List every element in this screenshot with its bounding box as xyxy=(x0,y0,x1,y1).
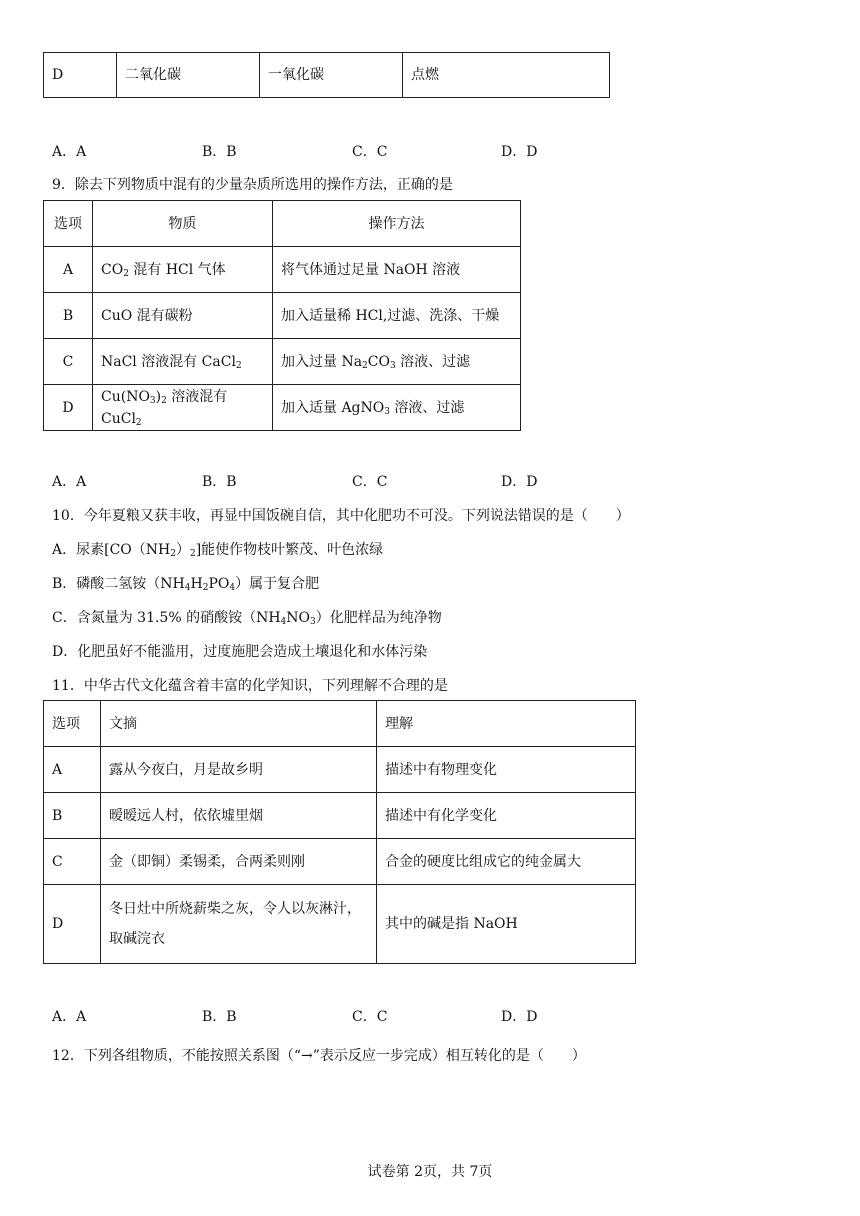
q10-option-d[interactable]: D．化肥虽好不能滥用，过度施肥会造成土壤退化和水体污染 xyxy=(52,644,428,660)
answer-choices xyxy=(52,1006,672,1026)
q10-option-a[interactable]: A．尿素$[CO(NH_2)_2]$能使作物枝叶繁茂、叶色浓绿 xyxy=(52,542,384,559)
option-cell: D xyxy=(44,885,101,964)
header-excerpt: 文摘 xyxy=(101,701,377,747)
choice-b[interactable]: B．B xyxy=(202,144,237,160)
answer-choices xyxy=(52,471,672,491)
header-understanding: 理解 xyxy=(377,701,636,747)
option-cell: C xyxy=(44,339,93,385)
option-cell: C xyxy=(44,839,101,885)
answer-choices xyxy=(52,141,672,161)
option-cell: B xyxy=(44,793,101,839)
q11-table xyxy=(43,700,636,964)
q11-stem: 11．中华古代文化蕴含着丰富的化学知识，下列理解不合理的是 xyxy=(52,678,448,694)
understanding-cell: 其中的碱是指 NaOH xyxy=(377,885,636,964)
excerpt-cell: 暧暧远人村，依依墟里烟 xyxy=(101,793,377,839)
option-cell: A xyxy=(44,747,101,793)
method-cell: 加入过量 $Na_2CO_3$ 溶液、过滤 xyxy=(273,339,521,385)
header-substance: 物质 xyxy=(93,201,273,247)
choice-d[interactable]: D．D xyxy=(501,144,538,160)
option-cell: A xyxy=(44,247,93,293)
choice-d[interactable]: D．D xyxy=(501,474,538,490)
choice-b[interactable]: B．B xyxy=(202,1009,237,1025)
substance-cell: CuO 混有碳粉 xyxy=(93,293,273,339)
q12-stem: 12．下列各组物质，不能按照关系图（“→”表示反应一步完成）相互转化的是（ ） xyxy=(52,1048,586,1064)
choice-c[interactable]: C．C xyxy=(352,474,388,490)
option-cell: B xyxy=(44,293,93,339)
header-method: 操作方法 xyxy=(273,201,521,247)
choice-c[interactable]: C．C xyxy=(352,1009,388,1025)
choice-a[interactable]: A．A xyxy=(52,144,87,160)
understanding-cell: 描述中有物理变化 xyxy=(377,747,636,793)
substance-cell: $CO_2$ 混有 HCl 气体 xyxy=(93,247,273,293)
header-option: 选项 xyxy=(44,701,101,747)
choice-a[interactable]: A．A xyxy=(52,474,87,490)
excerpt-cell: 金（即铜）柔锡柔，合两柔则刚 xyxy=(101,839,377,885)
cell: 二氧化碳 xyxy=(117,53,260,98)
q9-stem: 9．除去下列物质中混有的少量杂质所选用的操作方法，正确的是 xyxy=(52,177,453,193)
cell: D xyxy=(44,53,117,98)
choice-d[interactable]: D．D xyxy=(501,1009,538,1025)
excerpt-cell: 露从今夜白，月是故乡明 xyxy=(101,747,377,793)
q10-option-b[interactable]: B．磷酸二氢铵$(NH_4H_2PO_4)$属于复合肥 xyxy=(52,576,320,593)
page-footer: 试卷第 2页，共 7页 xyxy=(367,1164,493,1180)
q9-table xyxy=(43,200,521,431)
excerpt-cell: 冬日灶中所烧薪柴之灰，令人以灰淋汁，取碱浣衣 xyxy=(101,885,377,964)
header-option: 选项 xyxy=(44,201,93,247)
choice-b[interactable]: B．B xyxy=(202,474,237,490)
q10-stem: 10．今年夏粮又获丰收，再显中国饭碗自信，其中化肥功不可没。下列说法错误的是（ ） xyxy=(52,508,630,524)
method-cell: 加入适量稀 HCl,过滤、洗涤、干燥 xyxy=(273,293,521,339)
choice-c[interactable]: C．C xyxy=(352,144,388,160)
choice-a[interactable]: A．A xyxy=(52,1009,87,1025)
understanding-cell: 描述中有化学变化 xyxy=(377,793,636,839)
substance-cell: NaCl 溶液混有 CaCl$_2$ xyxy=(93,339,273,385)
substance-cell: $Cu(NO_3)_2$ 溶液混有 CuCl$_2$ xyxy=(93,385,273,431)
cell: 一氧化碳 xyxy=(260,53,403,98)
option-cell: D xyxy=(44,385,93,431)
method-cell: 加入适量 AgNO$_3$ 溶液、过滤 xyxy=(273,385,521,431)
understanding-cell: 合金的硬度比组成它的纯金属大 xyxy=(377,839,636,885)
cell: 点燃 xyxy=(403,53,610,98)
q10-option-c[interactable]: C．含氮量为 31.5% 的硝酸铵$(NH_4NO_3)$化肥样品为纯净物 xyxy=(52,610,442,627)
method-cell: 将气体通过足量 NaOH 溶液 xyxy=(273,247,521,293)
top-table xyxy=(43,52,610,98)
